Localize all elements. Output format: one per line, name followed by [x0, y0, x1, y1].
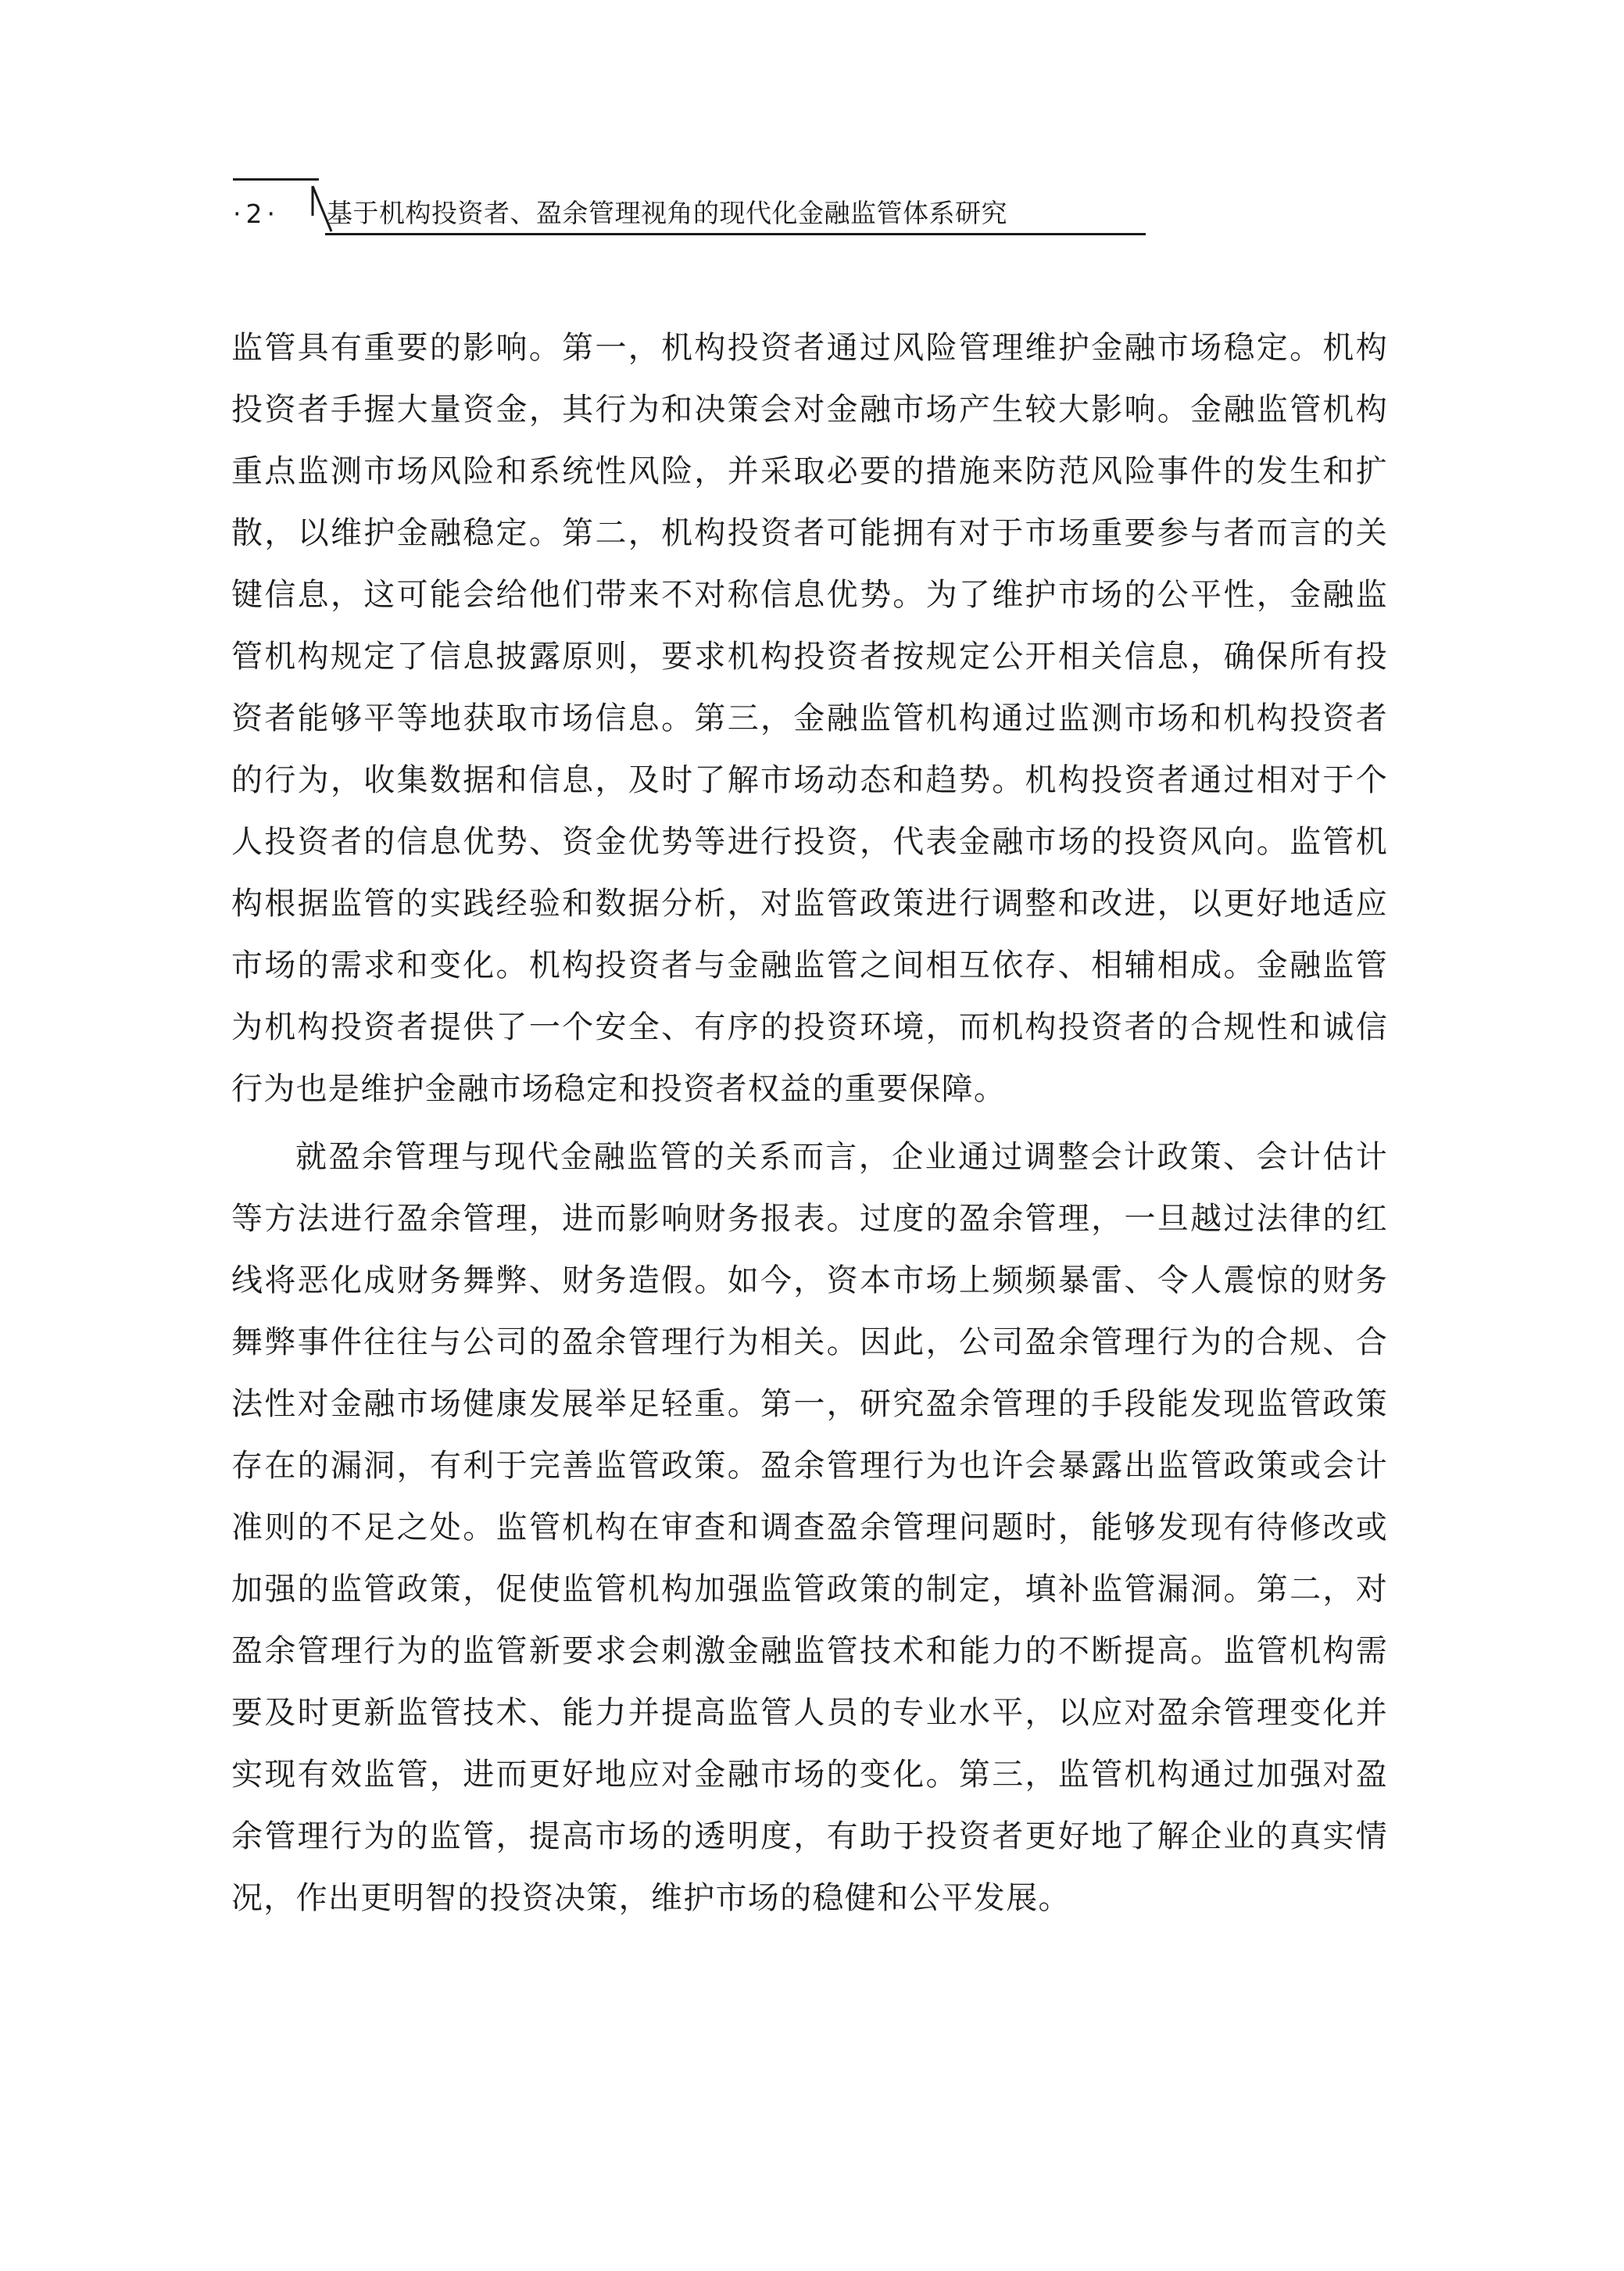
running-header — [233, 170, 1147, 264]
header-rule-long — [325, 233, 1146, 235]
body-text — [231, 317, 1388, 1929]
paragraph-1: 监管具有重要的影响。第一，机构投资者通过风险管理维护金融市场稳定。机构投资者手握大量资金，其行为和决策会对金融市场产生较大影响。金融监管机构重点监测市场风险和系统性风险，并采取必要的措施来防范风险事件的发生和扩散，以维护金融稳定。第二，机构投资者可能拥有对于市场重要参与者而言的关键信息，这可能会给他们带来不对称信息优势。为了维护市场的公平性，金融监管机构规定了信息披露原则，要求机构投资者按规定公开相关信息，确保所有投资者能够平等地获取市场信息。第三，金融监管机构通过监测市场和机构投资者的行为，收集数据和信息，及时了解市场动态和趋势。机构投资者通过相对于个人投资者的信息优势、资金优势等进行投资，代表金融市场的投资风向。监管机构根据监管的实践经验和数据分析，对监管政策进行调整和改进，以更好地适应市场的需求和变化。机构投资者与金融监管之间相互依存、相辅相成。金融监管为机构投资者提供了一个安全、有序的投资环境，而机构投资者的合规性和诚信行为也是维护金融市场稳定和投资者权益的重要保障。 — [231, 330, 1388, 1107]
running-title: 基于机构投资者、盈余管理视角的现代化金融监管体系研究 — [327, 198, 1007, 228]
paragraph-2: 就盈余管理与现代金融监管的关系而言，企业通过调整会计政策、会计估计等方法进行盈余管理，进而影响财务报表。过度的盈余管理，一旦越过法律的红线将恶化成财务舞弊、财务造假。如今，资本市场上频频暴雷、令人震惊的财务舞弊事件往往与公司的盈余管理行为相关。因此，公司盈余管理行为的合规、合法性对金融市场健康发展举足轻重。第一，研究盈余管理的手段能发现监管政策存在的漏洞，有利于完善监管政策。盈余管理行为也许会暴露出监管政策或会计准则的不足之处。监管机构在审查和调查盈余管理问题时，能够发现有待修改或加强的监管政策，促使监管机构加强监管政策的制定，填补监管漏洞。第二，对盈余管理行为的监管新要求会刺激金融监管技术和能力的不断提高。监管机构需要及时更新监管技术、能力并提高监管人员的专业水平，以应对盈余管理变化并实现有效监管，进而更好地应对金融市场的变化。第三，监管机构通过加强对盈余管理行为的监管，提高市场的透明度，有助于投资者更好地了解企业的真实情况，作出更明智的投资决策，维护市场的稳健和公平发展。 — [231, 1139, 1388, 1916]
page-number: ·2· — [233, 199, 280, 229]
header-rule-short — [233, 178, 319, 181]
